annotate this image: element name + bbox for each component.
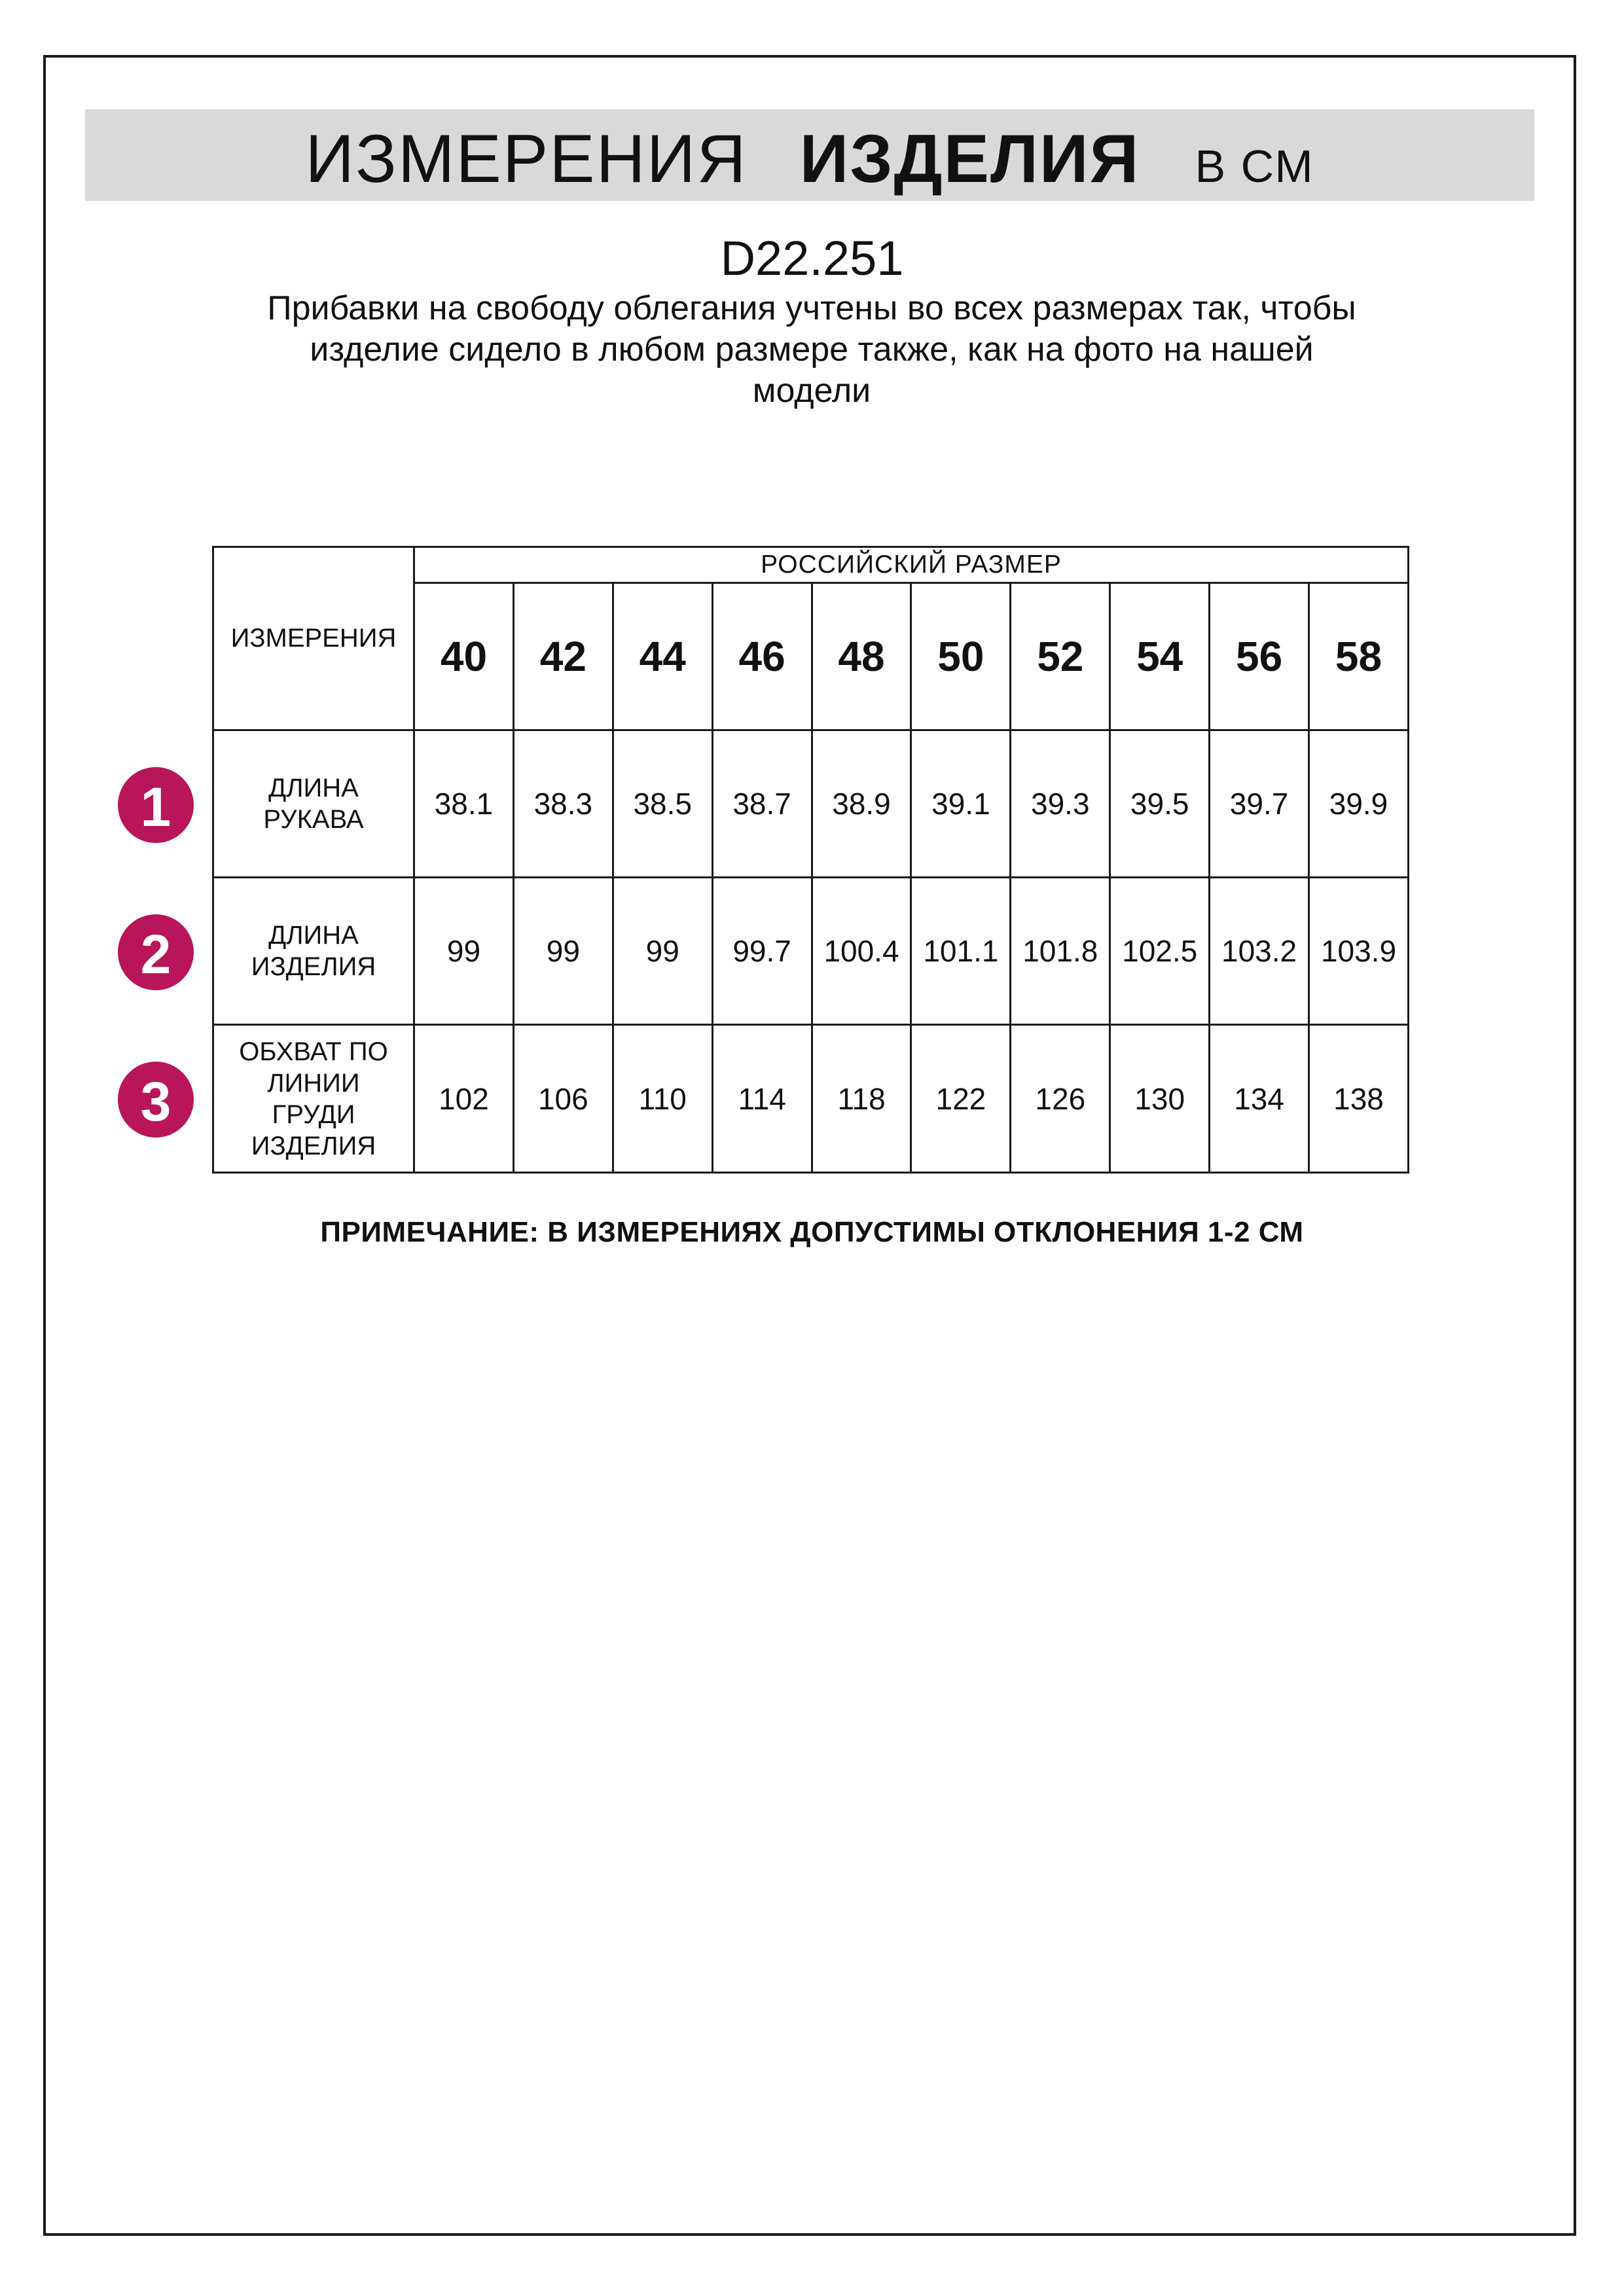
- table-row-chest-girth: [213, 1025, 1409, 1173]
- table-cell: 39.3: [1011, 730, 1110, 878]
- table-cell: 118: [812, 1025, 911, 1173]
- row-label-line: ОБХВАТ ПО: [239, 1037, 388, 1066]
- size-42: 42: [513, 583, 613, 730]
- table-cell: 103.9: [1309, 878, 1409, 1025]
- title-garment: ИЗДЕЛИЯ: [799, 121, 1140, 197]
- table-cell: 39.9: [1309, 730, 1409, 878]
- size-48: 48: [812, 583, 911, 730]
- table-cell: 103.2: [1210, 878, 1309, 1025]
- row-label-line: ИЗДЕЛИЯ: [251, 1131, 376, 1160]
- size-58: 58: [1309, 583, 1409, 730]
- page-title: [305, 121, 1314, 197]
- title-unit: В СМ: [1195, 141, 1314, 192]
- table-cell: 99: [513, 878, 613, 1025]
- size-40: 40: [414, 583, 514, 730]
- fit-description-line: Прибавки на свободу облегания учтены во всех размерах так, чтобы: [267, 289, 1356, 327]
- title-bar: [85, 109, 1534, 201]
- table-cell: 102: [414, 1025, 514, 1173]
- table-cell: 100.4: [812, 878, 911, 1025]
- table-cell: 38.3: [513, 730, 613, 878]
- size-chart-table: [212, 546, 1409, 1174]
- table-cell: 101.8: [1011, 878, 1110, 1025]
- table-cell: 138: [1309, 1025, 1409, 1173]
- table-cell: 101.1: [911, 878, 1011, 1025]
- table-cell: 39.7: [1210, 730, 1309, 878]
- row-number-1: 1: [140, 776, 171, 838]
- row-label-sleeve-length: [213, 730, 414, 878]
- row-number-1-badge: [118, 767, 194, 843]
- tolerance-note: ПРИМЕЧАНИЕ: В ИЗМЕРЕНИЯХ ДОПУСТИМЫ ОТКЛОНЕНИЯ 1-2 СМ: [320, 1216, 1304, 1248]
- table-row-sleeve-length: [213, 730, 1409, 878]
- table-cell: 106: [513, 1025, 613, 1173]
- row-number-3-badge: [118, 1062, 194, 1138]
- size-54: 54: [1110, 583, 1210, 730]
- size-56: 56: [1210, 583, 1309, 730]
- fit-description-line: изделие сидело в любом размере также, как на фото на нашей: [310, 331, 1314, 368]
- table-cell: 102.5: [1110, 878, 1210, 1025]
- table-cell: 38.7: [712, 730, 812, 878]
- table-cell: 126: [1011, 1025, 1110, 1173]
- title-measurements: ИЗМЕРЕНИЯ: [305, 121, 748, 197]
- fit-description-line: модели: [752, 372, 871, 410]
- table-cell: 99.7: [712, 878, 812, 1025]
- row-number-2: 2: [140, 924, 171, 985]
- table-cell: 114: [712, 1025, 812, 1173]
- row-label-garment-length: [213, 878, 414, 1025]
- row-label-line: ДЛИНА: [268, 774, 359, 802]
- row-label-line: ДЛИНА: [268, 921, 359, 950]
- table-cell: 134: [1210, 1025, 1309, 1173]
- row-label-line: РУКАВА: [263, 805, 364, 834]
- row-label-line: ГРУДИ: [272, 1100, 355, 1129]
- size-44: 44: [613, 583, 712, 730]
- table-cell: 39.1: [911, 730, 1011, 878]
- row-number-3: 3: [140, 1071, 171, 1132]
- table-cell: 122: [911, 1025, 1011, 1173]
- size-50: 50: [911, 583, 1011, 730]
- table-cell: 38.1: [414, 730, 514, 878]
- row-label-line: ЛИНИИ: [267, 1068, 360, 1098]
- table-cell: 38.5: [613, 730, 712, 878]
- table-cell: 39.5: [1110, 730, 1210, 878]
- row-label-line: ИЗДЕЛИЯ: [251, 952, 376, 981]
- row-label-chest-girth: [213, 1025, 414, 1173]
- table-cell: 130: [1110, 1025, 1210, 1173]
- table-cell: 99: [613, 878, 712, 1025]
- row-number-2-badge: [118, 914, 194, 990]
- size-52: 52: [1011, 583, 1110, 730]
- russian-size-header: РОССИЙСКИЙ РАЗМЕР: [414, 547, 1409, 583]
- fit-description: [196, 288, 1427, 412]
- measurements-header: ИЗМЕРЕНИЯ: [213, 547, 414, 730]
- product-code: D22.251: [720, 231, 904, 285]
- size-46: 46: [712, 583, 812, 730]
- table-cell: 38.9: [812, 730, 911, 878]
- table-cell: 99: [414, 878, 514, 1025]
- table-cell: 110: [613, 1025, 712, 1173]
- table-row-garment-length: [213, 878, 1409, 1025]
- size-system-header-row: [213, 547, 1409, 583]
